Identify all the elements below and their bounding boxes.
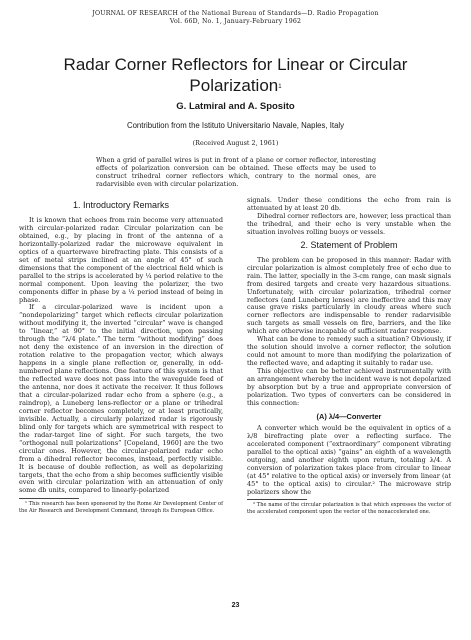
received-date: (Received August 2, 1961) (192, 139, 279, 147)
right-column (247, 197, 451, 515)
journal-line-1: JOURNAL OF RESEARCH of the National Bureau of Standards—D. Radio Propagation (92, 10, 379, 17)
footnote-rule (247, 499, 307, 500)
paragraph: A converter which would be the equivalent in optics of a λ/8 birefracting plate over a reflecting surface. The accelerated component (“extraordinary” component vibrating parallel to the optical axis) “gains” an eighth of a wavelength outgoing, and another eighth upon return, totaling λ/4. A conversion of polarization takes place from circular to linear (at 45° relative to the optical axis) or inversely from linear (at 45° to the optical axis) to circular.² The microwave strip polarizers show the (247, 423, 451, 496)
journal-line-2: Vol. 66D, No. 1, January-February 1962 (169, 18, 302, 25)
title-line-1: Radar Corner Reflectors for Linear or Circular (63, 55, 408, 74)
paragraph: This objective can be better achieved instrumentally with an arrangement whereby the incident wave is not depolarized by absorption but by a true and appropriate conversion of polarization. Two types of converters can be considered in this connection: (247, 367, 451, 407)
footnote-rule (19, 498, 79, 499)
title-footnote-mark: 1 (278, 84, 282, 90)
paragraph: The problem can be proposed in this manner: Radar with circular polarization is almost completely free of echo due to rain. The latter, specially in the 3-cm range, can mask signals from desired targets and create very hazardous situations. Unfortunately, with circular polarization, trihedral corner reflectors (and Luneberg lenses) are ineffective and this may cause grave risks particularly in cloudy areas where such corner reflectors are indispensable to render radarvisible such targets as small vessels on fire, barriers, and the like which are otherwise incapable of sufficient radar response. (247, 255, 451, 336)
paragraph: It is known that echoes from rain become very attenuated with circular-polarized radar. Circular polarization can be obtained, e.g., by placing in front of the antenna of a horizontally-polarized radar the microwave equivalent in optics of a quarterwave birefracting plate. This consists of a set of metal strips inclined at an angle of 45° of such dimensions that the component of the electrical field which is parallel to the strips is accelerated by ¼ period relative to the normal component. Upon leaving the polarizer, the two components differ in phase by a ¼ period instead of being in phase. (19, 216, 223, 304)
footnote: ¹ This research has been sponsored by the Rome Air Development Center of the Air Research and Development Command, through its European Office. (19, 501, 223, 514)
page-number: 23 (231, 602, 240, 609)
footnote: ² The name of the circular polarization is that which expresses the vector of the accelerated component upon the vector of the nonaccelerated one. (247, 502, 451, 515)
paragraph: signals. Under these conditions the echo from rain is attenuated by at least 20 db. (247, 196, 451, 212)
left-column (19, 197, 223, 514)
title-line-2-text: Polarization (189, 76, 279, 95)
subsection-heading-converter: (A) λ/4—Converter (316, 411, 382, 421)
title-line-2 (0, 75, 471, 96)
paper-title (0, 54, 471, 96)
section-heading-problem: 2. Statement of Problem (300, 239, 398, 250)
authors: G. Latmiral and A. Sposito (176, 101, 295, 112)
affiliation: Contribution from the Istituto Universitario Navale, Naples, Italy (126, 121, 345, 130)
journal-header (0, 10, 471, 26)
paragraph: What can be done to remedy such a situation? Obviously, if the solution should involve a corner reflector, the solution could not amount to more than modifying the polarization of the reflected wave, and adapting it suitably to radar use. (247, 335, 451, 368)
abstract: When a grid of parallel wires is put in front of a plane or corner reflector, interesting effects of polarization conversion can be obtained. These effects may be used to construct trihedral corner reflectors which, contrary to the normal ones, are radarvisible even with circular polarization. (96, 156, 376, 188)
section-heading-introduction: 1. Introductory Remarks (72, 200, 170, 210)
paragraph: Dihedral corner reflectors are, however, less practical than the trihedral, and their echo is very unstable when the situation involves rolling buoys or vessels. (247, 211, 451, 236)
paragraph: If a circular-polarized wave is incident upon a “nondepolarizing” target which reflects circular polarization without modifying it, the inverted “circular” wave is changed to “linear,” at 90° to the initial direction, upon passing through the “λ/4 plate.” The term “without modifying” does not deny the existence of an inversion in the direction of rotation relative to the propagation vector, which always happens in a single plane reflection or, generally, in odd-numbered plane reflections. One feature of this system is that the reflected wave does not pass into the waveguide feed of the antenna, nor does it activate the receiver. It thus follows that a circular-polarized radar echo from a sphere (e.g., a raindrop), a Luneberg lens-reflector or a plane or trihedral corner reflector becomes completely, or at least practically, invisible. Actually, a circularly polarized radar is rigorously blind only for targets which are symmetrical with respect to the radar-target line of sight. For such targets, the two “orthogonal null polarizations” [Copeland, 1960] are the two circular ones. However, the circular-polarized radar echo from a dihedral reflector becomes, instead, perfectly visible. It is because of double reflection, as well as depolarizing targets, that the echo from a ship becomes sufficiently visible even with circular polarization with an attenuation of only some db units, compared to linearly-polarized (19, 303, 223, 495)
